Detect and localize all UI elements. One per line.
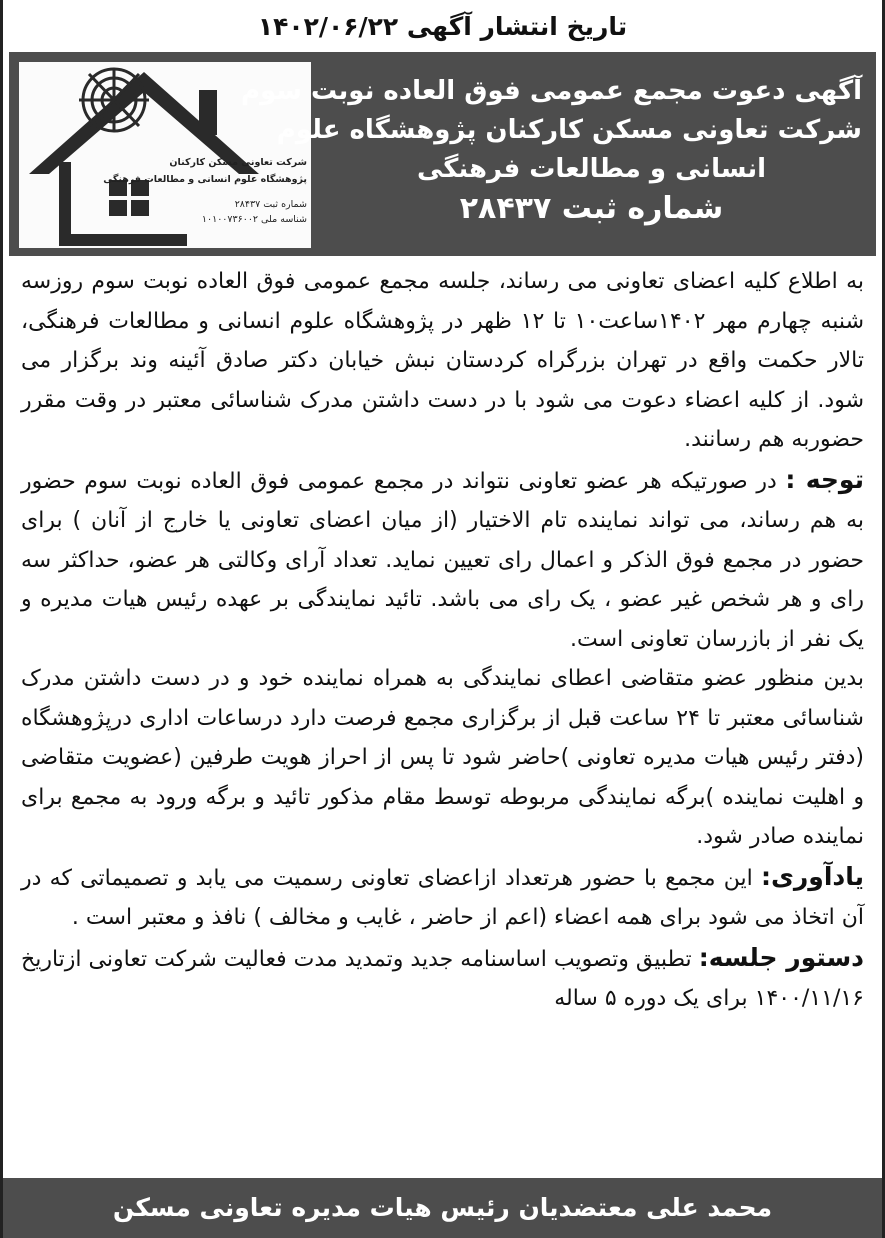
reminder-paragraph <box>21 857 864 938</box>
signature-footer: محمد علی معتضدیان رئیس هیات مدیره تعاونی مسکن <box>3 1178 882 1238</box>
agenda-text: تطبیق وتصویب اساسنامه جدید وتمدید مدت فعالیت شرکت تعاونی ازتاریخ ۱۴۰۰/۱۱/۱۶ برای یک دوره ۵ ساله <box>21 946 864 1011</box>
publish-date: تاریخ انتشار آگهی ۱۴۰۲/۰۶/۲۲ <box>257 12 628 41</box>
header-title-line3: انسانی و مطالعات فرهنگی <box>416 154 767 184</box>
intro-paragraph: به اطلاع کلیه اعضای تعاونی می رساند، جلسه مجمع عمومی فوق العاده نوبت سوم روزسه شنبه چهارم مهر ۱۴۰۲ساعت۱۰ تا ۱۲ ظهر در پژوهشگاه علوم انسانی و مطالعات فرهنگی، تالار حکمت واقع در تهران بزرگراه کردستان نبش خیابان دکتر صادق آئینه وند برگزار می شود. از کلیه اعضاء دعوت می شود با در دست داشتن مدرک شناسائی معتبر در وقت مقرر حضوربه هم رسانند. <box>21 269 864 452</box>
header-title-line2: شرکت تعاونی مسکن کارکنان پژوهشگاه علوم <box>276 115 862 145</box>
header-banner <box>9 52 876 256</box>
logo-name-line2: پژوهشگاه علوم انسانی و مطالعات فرهنگی <box>103 174 307 185</box>
logo-national-id: شناسه ملی ۱۰۱۰۰۷۳۶۰۰۲ <box>201 214 307 225</box>
logo-reg-number: شماره ثبت ۲۸۴۳۷ <box>234 199 307 210</box>
note-paragraph <box>21 460 864 660</box>
header-reg-number: شماره ثبت ۲۸۴۳۷ <box>459 191 724 226</box>
announcement-body <box>21 262 864 1019</box>
note-text: در صورتیکه هر عضو تعاونی نتواند در مجمع عمومی فوق العاده نوبت سوم حضور به هم رساند، می تواند نماینده تام الاختیار (از میان اعضای تعاونی یا خارج از آنان ) برای حضور در مجمع فوق الذکر و اعمال رای تعیین نماید. تعداد آرای وکالتی هر عضو، حداکثر سه رای و هر شخص غیر عضو ، یک رای می باشد. تائید نمایندگی بر عهده رئیس هیات مدیره و یک نفر از بازرسان تعاونی است. <box>21 468 864 652</box>
procedure-paragraph: بدین منظور عضو متقاضی اعطای نمایندگی به همراه نماینده خود و در دست داشتن مدرک شناسائی معتبر تا ۲۴ ساعت قبل از برگزاری مجمع فرصت دارد درساعات اداری درپژوهشگاه (دفتر رئیس هیات مدیره تعاونی )حاضر شود تا پس از احراز هویت طرفین (عضویت متقاضی و اهلیت نماینده )برگه نمایندگی مربوطه توسط مقام مذکور تائید و برگه ورود به مجمع برای نماینده صادر شود. <box>21 666 864 849</box>
note-label: توجه : <box>785 464 864 494</box>
reminder-text: این مجمع با حضور هرتعداد ازاعضای تعاونی رسمیت می یابد و تصمیماتی که در آن اتخاذ می شود برای همه اعضاء (اعم از حاضر ، غایب و مخالف ) نافذ و معتبر است . <box>21 865 864 930</box>
logo-name-line1: شرکت تعاونی مسکن کارکنان <box>169 157 307 168</box>
agenda-label: دستور جلسه: <box>698 942 864 972</box>
header-title-line1: آگهی دعوت مجمع عمومی فوق العاده نوبت سوم <box>241 76 862 106</box>
agenda-paragraph <box>21 938 864 1019</box>
reminder-label: یادآوری: <box>760 861 864 891</box>
